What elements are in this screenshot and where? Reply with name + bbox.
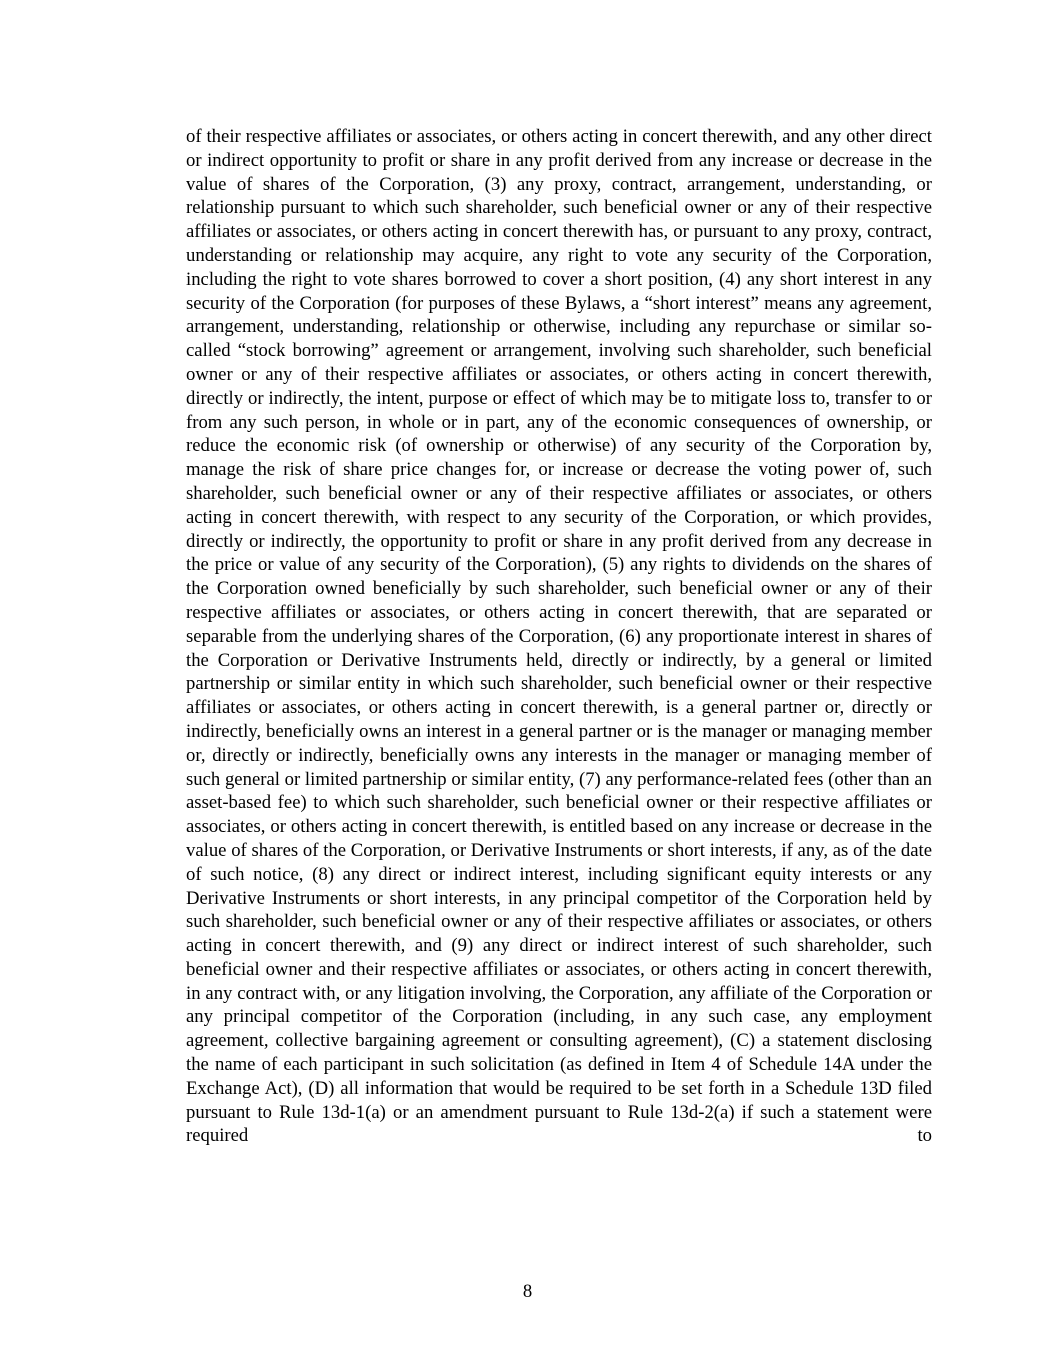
- page-number: 8: [522, 1281, 533, 1302]
- body-paragraph: of their respective affiliates or associates, or others acting in concert therewith, and any other direct or indirect opportunity to profit or share in any profit derived from any increase or decrease in the value of shares of the Corporation, (3) any proxy, contract, arrangement, understanding, or relationship pursuant to which such shareholder, such beneficial owner or any of their respective affiliates or associates, or others acting in concert therewith has, or pursuant to any proxy, contract, understanding or relationship may acquire, any right to vote any security of the Corporation, including the right to vote shares borrowed to cover a short position, (4) any short interest in any security of the Corporation (for purposes of these Bylaws, a “short interest” means any agreement, arrangement, understanding, relationship or otherwise, including any repurchase or similar so-called “stock borrowing” agreement or arrangement, involving such shareholder, such beneficial owner or any of their respective affiliates or associates, or others acting in concert therewith, directly or indirectly, the intent, purpose or effect of which may be to mitigate loss to, transfer to or from any such person, in whole or in part, any of the economic consequences of ownership, or reduce the economic risk (of ownership or otherwise) of any security of the Corporation by, manage the risk of share price changes for, or increase or decrease the voting power of, such shareholder, such beneficial owner or any of their respective affiliates or associates, or others acting in concert therewith, with respect to any security of the Corporation, or which provides, directly or indirectly, the opportunity to profit or share in any profit derived from any decrease in the price or value of any security of the Corporation), (5) any rights to dividends on the shares of the Corporation owned beneficially by such shareholder, such beneficial owner or any of their respective affiliates or associates, or others acting in concert therewith, that are separated or separable from the underlying shares of the Corporation, (6) any proportionate interest in shares of the Corporation or Derivative Instruments held, directly or indirectly, by a general or limited partnership or similar entity in which such shareholder, such beneficial owner or their respective affiliates or associates, or others acting in concert therewith, is a general partner or, directly or indirectly, beneficially owns an interest in a general partner or is the manager or managing member or, directly or indirectly, beneficially owns any interests in the manager or managing member of such general or limited partnership or similar entity, (7) any performance-related fees (other than an asset-based fee) to which such shareholder, such beneficial owner or their respective affiliates or associates, or others acting in concert therewith, is entitled based on any increase or decrease in the value of shares of the Corporation, or Derivative Instruments or short interests, if any, as of the date of such notice, (8) any direct or indirect interest, including significant equity interests or any Derivative Instruments or short interests, in any principal competitor of the Corporation held by such shareholder, such beneficial owner or any of their respective affiliates or associates, or others acting in concert therewith, and (9) any direct or indirect interest of such shareholder, such beneficial owner and their respective affiliates or associates, or others acting in concert therewith, in any contract with, or any litigation involving, the Corporation, any affiliate of the Corporation or any principal competitor of the Corporation (including, in any such case, any employment agreement, collective bargaining agreement or consulting agreement), (C) a statement disclosing the name of each participant in such solicitation (as defined in Item 4 of Schedule 14A under the Exchange Act), (D) all information that would be required to be set forth in a Schedule 13D filed pursuant to Rule 13d-1(a) or an amendment pursuant to Rule 13d-2(a) if such a statement were required to: [186, 126, 932, 1147]
